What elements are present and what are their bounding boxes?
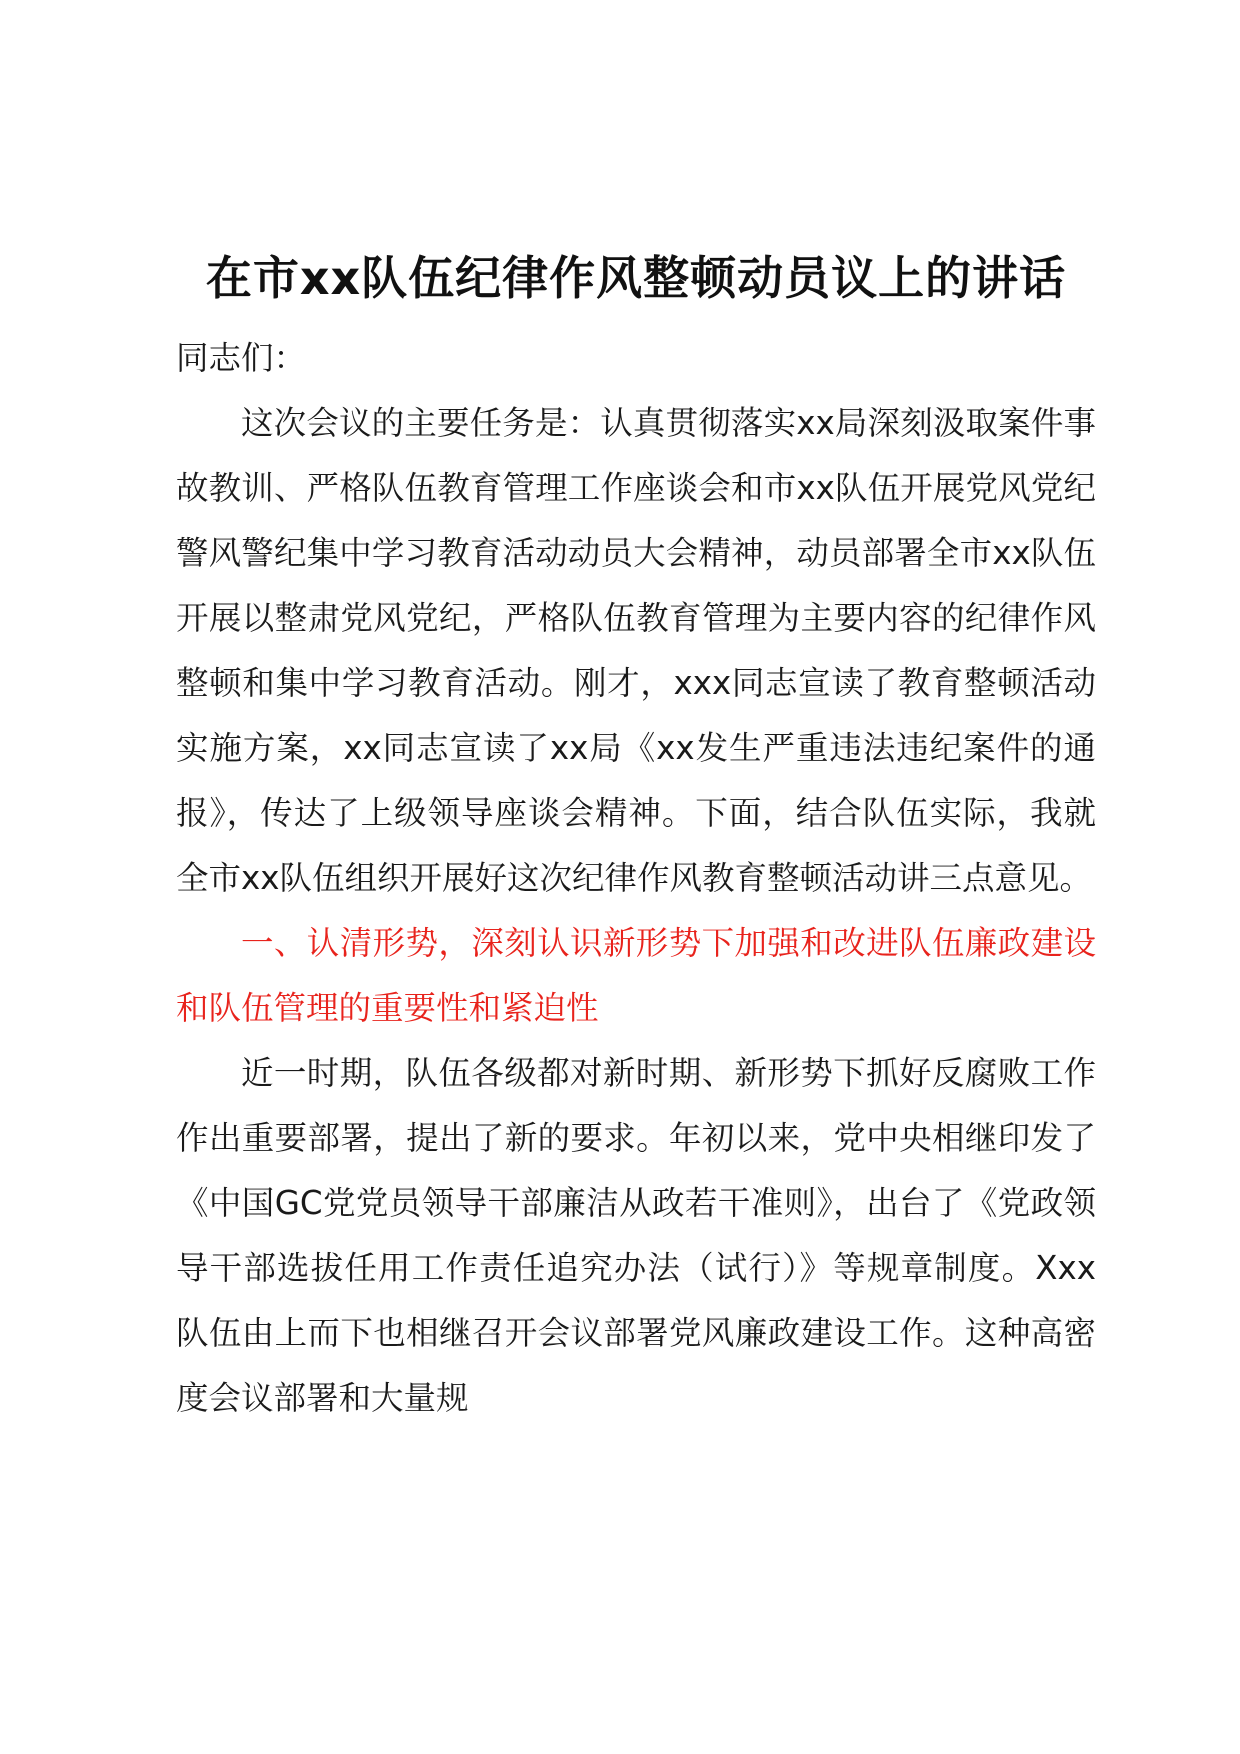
paragraph-intro: 这次会议的主要任务是：认真贯彻落实xx局深刻汲取案件事故教训、严格队伍教育管理工作座谈会和市xx队伍开展党风党纪警风警纪集中学习教育活动动员大会精神，动员部署全市xx队伍开展以整肃党风党纪，严格队伍教育管理为主要内容的纪律作风整顿和集中学习教育活动。刚才，xxx同志宣读了教育整顿活动实施方案，xx同志宣读了xx局《xx发生严重违法违纪案件的通报》，传达了上级领导座谈会精神。下面，结合队伍实际，我就全市xx队伍组织开展好这次纪律作风教育整顿活动讲三点意见。 xyxy=(176,404,1096,897)
document-title: 在市xx队伍纪律作风整顿动员议上的讲话 xyxy=(205,251,1067,305)
greeting: 同志们： xyxy=(176,339,307,377)
document-page xyxy=(176,248,1096,1431)
paragraph-section-1: 近一时期，队伍各级都对新时期、新形势下抓好反腐败工作作出重要部署，提出了新的要求。年初以来，党中央相继印发了《中国GC党党员领导干部廉洁从政若干准则》，出台了《党政领导干部选拔任用工作责任追究办法（试行）》等规章制度。Xxx队伍由上而下也相继召开会议部署党风廉政建设工作。这种高密度会议部署和大量规 xyxy=(176,1054,1096,1417)
section-heading-1: 一、认清形势，深刻认识新形势下加强和改进队伍廉政建设和队伍管理的重要性和紧迫性 xyxy=(176,924,1096,1027)
